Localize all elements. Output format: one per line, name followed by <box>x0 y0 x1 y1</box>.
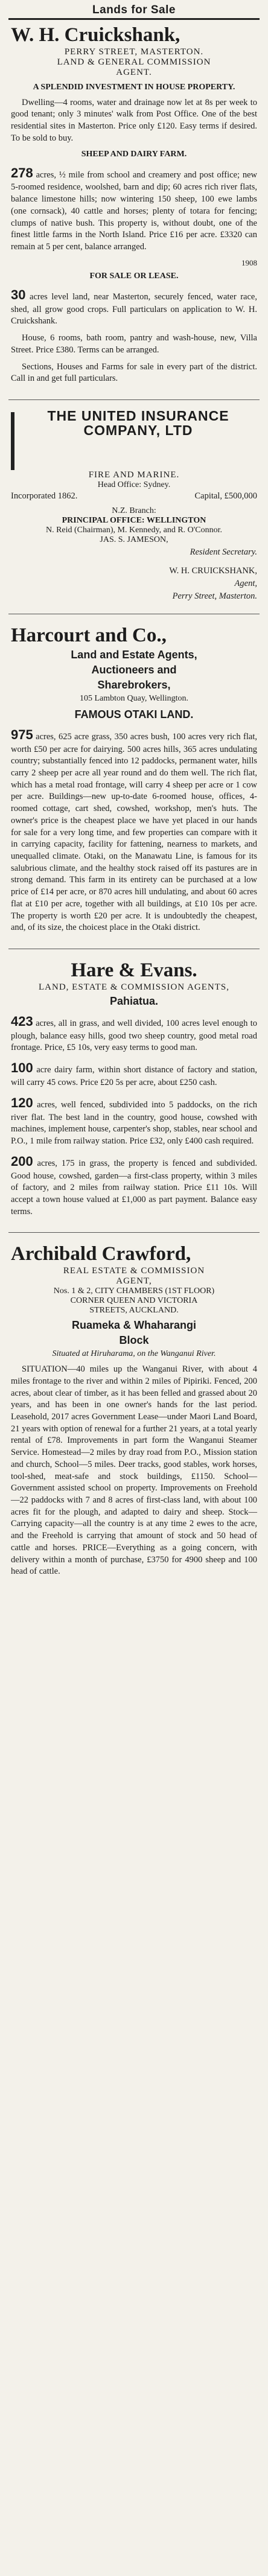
ad-line: PRINCIPAL OFFICE: WELLINGTON <box>62 515 206 525</box>
acreage-number: 100 <box>11 1060 33 1075</box>
ad-heading: FAMOUS OTAKI LAND. <box>74 708 194 720</box>
ad-signature: Resident Secretary. <box>190 547 257 557</box>
ad-paragraph <box>11 164 257 253</box>
divider <box>8 1232 260 1233</box>
ad-location: Pahiatua. <box>109 994 159 1007</box>
acreage-number: 30 <box>11 287 26 302</box>
ad-heading: Block <box>119 1334 149 1347</box>
acreage-number: 423 <box>11 1013 33 1029</box>
ad-paragraph-text: acres level land, near Masterton, securely fenced, water race, shed, all grow good crops. Full particulars on application to W. H. Cruickshank. <box>11 291 257 326</box>
capital-text: Capital, £500,000 <box>194 491 257 501</box>
ad-address: 105 Lambton Quay, Wellington. <box>79 693 189 703</box>
ad-line: Head Office: Sydney. <box>97 480 171 489</box>
ad-harcourt <box>0 620 268 943</box>
ad-address: STREETS, AUCKLAND. <box>89 1306 179 1315</box>
ad-hare-evans <box>0 955 268 1226</box>
ad-paragraph-text: acres, ½ mile from school and creamery and post office; new 5-roomed residence, woolshed, barn and dip; 60 acres rich river flats, balance limestone hills; now wintering 150 sheep, 100 ewe lambs (one cornsack), 40 cattle and horses; plenty of totara for fencing; clumps of native bush. This property is, without doubt, one of the finest little farms in the North Island. Price £16 per acre. £3320 can remain at 5 per cent, balance arranged. <box>11 170 258 252</box>
ad-subtitle: LAND, ESTATE & COMMISSION AGENTS, <box>39 982 229 992</box>
ad-line: N.Z. Branch: <box>112 506 156 515</box>
ad-subtitle: AGENT, <box>116 1276 152 1286</box>
acreage-number: 278 <box>11 165 33 180</box>
ad-location: Situated at Hiruharama, on the Wanganui River. <box>52 1349 216 1359</box>
ad-heading: Ruameka & Whaharangi <box>71 1319 197 1332</box>
ad-crawford <box>0 1239 268 1586</box>
ad-title: Hare & Evans. <box>71 959 197 981</box>
ad-paragraph-text: acres, 625 acre grass, 350 acres bush, 100 acres very rich flat, worth £50 per acre for dairying. 500 acres hills, 365 acres undulating country; substantially fenced into 12 paddocks, permanent water, hills carry 2 sheep per acre all year round and do them well. The rich flat, which has a metal road frontage, will carry 4 sheep per acre or 1 cow per acre. Buildings—new up-to-date 6-roomed house, offices, 4-roomed cottage, cart shed, cowshed, workshop, men's huts. The owner's price is the cheapest place we have yet placed in our hands for sale for a very long time, and few properties can compare with it in carrying capacity, facility for fattening, nearness to markets, and unequalled climate. Otaki, on the Manawatu Line, is famous for its salubrious climate, and the healthy stock raised off its pastures are in strong demand. This farm in its entirety can be purchased at a low price of £14 per acre, or 870 acres hill undulating, and about 60 acres flat at £10 per acre, together with all buildings, at £10 10s per acre. The property is worth £20 per acre. It is undoubtedly the cheapest, and, of its size, the choicest place in the Otaki district. <box>11 731 257 933</box>
ad-paragraph-text: acres, all in grass, and well divided, 100 acres level enough to plough, balance easy hills, good two sheep country, good metal road frontage. Price, £5 10s, very easy terms to good man. <box>11 1018 258 1053</box>
ad-line: JAS. S. JAMESON, <box>100 535 168 544</box>
ad-subtitle: Sharebrokers, <box>97 678 171 691</box>
divider <box>8 399 260 400</box>
ad-paragraph: SITUATION—40 miles up the Wanganui River, with about 4 miles frontage to the river and within 2 miles of Pipiriki. Fenced, 200 acres, about clear of timber, as it has been felled and grassed about 20 years, and has been in one owner's hands for the last period. Leasehold, 2017 acres Government Lease—under Maori Land Board, 21 years with option of renewal for a further 21 years, at a total yearly rental of £78. Improvements in part form the Wanganui Steamer Service. Homestead—2 miles by dray road from P.O., Mission station and church, School—5 miles. Deer tracks, good stables, work horses, tool-shed, meat-safe and stock buildings, £1150. School—Government assisted school on property. Improvements on Freehold—22 paddocks with 7 and 8 acres of first-class land, with about 100 acres fit for the plough, and adapted to dairy and sheep. Stock—Carrying capacity—all the country is at any time 2 ewes to the acre, and the Freehold is carrying that amount of stock and 50 head of cattle and horses. PRICE—Everything as a going concern, with delivery within a month of purchase, £3750 for 4900 sheep and 100 head of cattle. <box>11 1364 257 1577</box>
ad-insurance <box>0 406 268 608</box>
ad-subtitle: Auctioneers and <box>91 663 177 676</box>
ad-paragraph <box>11 1013 257 1054</box>
incorporated-text: Incorporated 1862. <box>11 491 78 501</box>
ad-cruickshank <box>0 20 268 393</box>
acreage-number: 120 <box>11 1095 33 1110</box>
ad-heading: SHEEP AND DAIRY FARM. <box>81 149 187 159</box>
ad-subtitle: LAND & GENERAL COMMISSION <box>57 57 211 67</box>
insurance-header <box>11 409 257 470</box>
acreage-number: 200 <box>11 1153 33 1169</box>
ad-line <box>11 491 257 501</box>
ad-heading: A SPLENDID INVESTMENT IN HOUSE PROPERTY. <box>33 82 235 92</box>
ad-subtitle: FIRE AND MARINE. <box>88 469 180 480</box>
ad-footnote: 1908 <box>241 258 257 267</box>
ad-heading: FOR SALE OR LEASE. <box>89 271 179 281</box>
ad-title: Archibald Crawford, <box>11 1243 191 1265</box>
acreage-number: 975 <box>11 727 33 742</box>
ad-signature: W. H. CRUICKSHANK, <box>169 565 257 576</box>
ad-paragraph <box>11 1059 257 1089</box>
ad-paragraph: Dwelling—4 rooms, water and drainage now let at 8s per week to good tenant; only 3 minutes' walk from Post Office. One of the best residential sites in Masterton. Price only £120. Easy terms if desired. To be sold to buy. <box>11 97 257 143</box>
section-header: Lands for Sale <box>92 4 176 16</box>
ad-paragraph <box>11 1094 257 1148</box>
ad-signature: Agent, <box>234 578 257 588</box>
ad-address: PERRY STREET, MASTERTON. <box>64 46 204 57</box>
ad-signature: Perry Street, Masterton. <box>172 591 257 601</box>
ad-paragraph <box>11 286 257 328</box>
ad-paragraph <box>11 1153 257 1218</box>
ad-address: Nos. 1 & 2, CITY CHAMBERS (1ST FLOOR) <box>53 1286 215 1296</box>
ad-paragraph-text: acres, well fenced, subdivided into 5 paddocks, on the rich river flat. The best land in the country, good house, cowshed with machines, implement house, carpenter's shop, stables, near school and P.O., 1 mile from railway station. Price £32, only £400 cash required. <box>11 1099 257 1146</box>
ad-paragraph: House, 6 rooms, bath room, pantry and wash-house, new, Villa Street. Price £380. Terms can be arranged. <box>11 333 257 355</box>
ad-paragraph: Sections, Houses and Farms for sale in every part of the district. Call in and get full particulars. <box>11 361 257 384</box>
ad-title: W. H. Cruickshank, <box>11 24 180 46</box>
ad-title: Harcourt and Co., <box>11 624 167 646</box>
ad-line: N. Reid (Chairman), M. Kennedy, and R. O'Connor. <box>45 525 223 535</box>
ad-paragraph <box>11 726 257 934</box>
ad-title-line: THE UNITED INSURANCE <box>47 407 229 424</box>
ad-address: CORNER QUEEN AND VICTORIA <box>70 1296 198 1306</box>
ad-paragraph-text: acre dairy farm, within short distance of factory and station, will carry 45 cows. Price £20 5s per acre, about £250 cash. <box>11 1064 258 1087</box>
decorative-bar <box>11 412 14 470</box>
ad-title-line: COMPANY, LTD <box>83 422 193 439</box>
ad-paragraph-text: acres, 175 in grass, the property is fenced and subdivided. Good house, cowshed, garden—a first-class property, within 3 miles of factory, and 2 miles from railway station. Price £11 10s. Will accept a town house valued at £1,000 as part payment. Balance easy terms. <box>11 1158 257 1216</box>
ad-subtitle: Land and Estate Agents, <box>71 648 197 661</box>
ad-subtitle: AGENT. <box>116 67 152 77</box>
ad-title <box>19 409 257 437</box>
ad-subtitle: REAL ESTATE & COMMISSION <box>63 1266 205 1276</box>
